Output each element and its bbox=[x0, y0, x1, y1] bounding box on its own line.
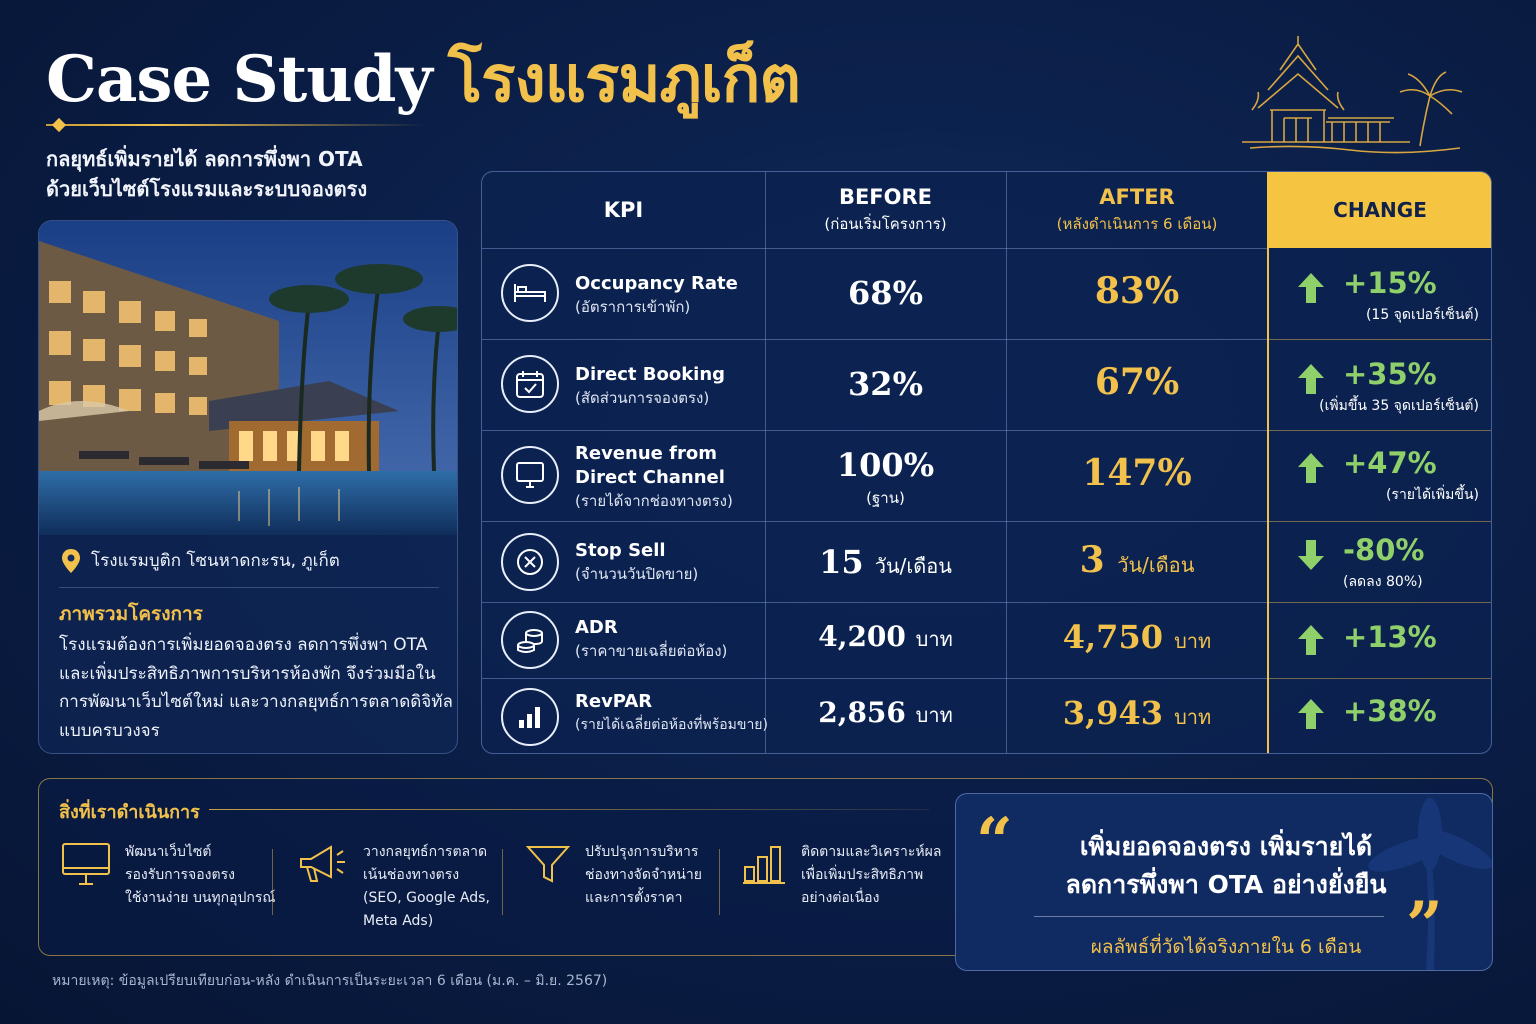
action-text: ปรับปรุงการบริหาร ช่องทางจัดจำหน่าย และการตั้งราคา bbox=[585, 844, 702, 906]
bed-icon bbox=[501, 264, 559, 322]
before-value bbox=[765, 696, 1006, 731]
after-value bbox=[1006, 539, 1268, 581]
header-change: CHANGE bbox=[1267, 172, 1492, 248]
header-after-sub: (หลังดำเนินการ 6 เดือน) bbox=[1056, 214, 1218, 233]
coins-icon bbox=[501, 611, 559, 669]
kpi-name-text: RevPAR bbox=[575, 691, 653, 712]
subtitle bbox=[46, 144, 367, 204]
hotel-location bbox=[61, 547, 340, 574]
kpi-name bbox=[575, 272, 765, 318]
desktop-icon bbox=[61, 841, 111, 887]
page-title bbox=[46, 28, 800, 130]
change-cell bbox=[1269, 602, 1491, 678]
change-cell bbox=[1269, 521, 1491, 602]
before-sub: (ฐาน) bbox=[866, 489, 905, 507]
change-value: +47% bbox=[1343, 446, 1437, 480]
action-item bbox=[525, 841, 702, 910]
after-number: 67% bbox=[1094, 361, 1180, 403]
arrow-up-icon bbox=[1297, 363, 1325, 395]
after-unit: บาท bbox=[1174, 705, 1212, 729]
monitor-icon bbox=[501, 446, 559, 504]
kpi-sub: (รายได้จากช่องทางตรง) bbox=[575, 492, 733, 510]
bar-growth-icon bbox=[741, 841, 787, 887]
title-highlight: โรงแรมภูเก็ต bbox=[447, 42, 800, 117]
change-value: +35% bbox=[1343, 357, 1437, 391]
table-row bbox=[482, 602, 1492, 678]
header-kpi-label: KPI bbox=[603, 198, 644, 222]
kpi-name-text: Occupancy Rate bbox=[575, 273, 738, 294]
megaphone-icon bbox=[297, 841, 349, 887]
subtitle-line-1: กลยุทธ์เพิ่มรายได้ ลดการพึ่งพา OTA bbox=[46, 147, 363, 171]
kpi-name-text: Revenue from Direct Channel bbox=[575, 443, 725, 488]
quote-text bbox=[996, 828, 1456, 904]
divider bbox=[1034, 916, 1384, 917]
before-number: 2,856 bbox=[818, 696, 906, 729]
quote-subtext: ผลลัพธ์ที่วัดได้จริงภายใน 6 เดือน bbox=[1090, 936, 1362, 958]
kpi-name-text: Stop Sell bbox=[575, 540, 666, 561]
separator bbox=[502, 849, 503, 915]
change-cell bbox=[1269, 678, 1491, 754]
hotel-card bbox=[38, 220, 458, 754]
before-number: 100% bbox=[836, 446, 935, 484]
action-text: พัฒนาเว็บไซต์ รองรับการจองตรง ใช้งานง่าย บนทุกอุปกรณ์ bbox=[125, 844, 276, 906]
after-value bbox=[1006, 361, 1268, 403]
quote-line-2: ลดการพึ่งพา OTA อย่างยั่งยืน bbox=[1065, 870, 1387, 899]
table-row bbox=[482, 339, 1492, 430]
kpi-name-text: Direct Booking bbox=[575, 364, 726, 385]
change-sub: (เพิ่มขึ้น 35 จุดเปอร์เซ็นต์) bbox=[1319, 398, 1479, 414]
hotel-photo bbox=[39, 221, 458, 535]
after-value bbox=[1006, 452, 1268, 494]
change-sub: (15 จุดเปอร์เซ็นต์) bbox=[1365, 307, 1479, 323]
after-value bbox=[1006, 694, 1268, 733]
change-value: -80% bbox=[1343, 533, 1425, 567]
kpi-name-text: ADR bbox=[575, 617, 618, 638]
change-value: +13% bbox=[1343, 620, 1437, 654]
arrow-up-icon bbox=[1297, 272, 1325, 304]
before-number: 32% bbox=[848, 365, 923, 403]
before-number: 68% bbox=[848, 274, 923, 312]
quote-line-1: เพิ่มยอดจองตรง เพิ่มรายได้ bbox=[1079, 832, 1373, 861]
divider bbox=[59, 587, 439, 588]
overview-text: โรงแรมต้องการเพิ่มยอดจองตรง ลดการพึ่งพา OTA และเพิ่มประสิทธิภาพการบริหารห้องพัก จึงร่วมมือในการพัฒนาเว็บไซต์ใหม่ และวางกลยุทธ์การตลาดดิจิทัลแบบครบวงจร bbox=[59, 635, 453, 741]
action-item bbox=[61, 841, 275, 910]
change-cell bbox=[1269, 248, 1491, 339]
after-value bbox=[1006, 270, 1268, 312]
action-text: ติดตามและวิเคราะห์ผล เพื่อเพิ่มประสิทธิภาพ อย่างต่อเนื่อง bbox=[801, 844, 942, 906]
title-divider bbox=[46, 124, 426, 126]
thai-temple-logo-icon bbox=[1240, 30, 1470, 160]
kpi-name bbox=[575, 442, 765, 512]
funnel-icon bbox=[525, 841, 571, 887]
close-quote-icon: ” bbox=[1406, 888, 1443, 963]
after-number: 3,943 bbox=[1062, 694, 1163, 732]
after-unit: วัน/เดือน bbox=[1117, 553, 1195, 577]
hotel-location-text: โรงแรมบูติก โซนหาดกะรน, ภูเก็ต bbox=[91, 551, 340, 571]
before-value bbox=[765, 620, 1006, 655]
before-unit: บาท bbox=[915, 627, 953, 651]
action-text: วางกลยุทธ์การตลาด เน้นช่องทางตรง (SEO, Google Ads, Meta Ads) bbox=[363, 844, 490, 929]
header-after bbox=[1006, 172, 1268, 248]
calendar-check-icon bbox=[501, 355, 559, 413]
after-number: 147% bbox=[1082, 452, 1192, 494]
header-before bbox=[765, 172, 1006, 248]
change-sub: (ลดลง 80%) bbox=[1343, 574, 1423, 590]
table-row bbox=[482, 678, 1492, 754]
kpi-sub: (ราคาขายเฉลี่ยต่อห้อง) bbox=[575, 642, 728, 660]
before-value bbox=[765, 365, 1006, 403]
quote-box bbox=[955, 793, 1493, 971]
kpi-sub: (สัดส่วนการจองตรง) bbox=[575, 389, 710, 407]
before-number: 4,200 bbox=[818, 620, 906, 653]
header-kpi bbox=[482, 172, 765, 248]
separator bbox=[272, 849, 273, 915]
kpi-sub: (อัตราการเข้าพัก) bbox=[575, 298, 691, 316]
after-number: 3 bbox=[1079, 539, 1105, 581]
change-value: +15% bbox=[1343, 266, 1437, 300]
header-before-label: BEFORE bbox=[838, 184, 933, 209]
after-value bbox=[1006, 618, 1268, 657]
change-cell bbox=[1269, 430, 1491, 521]
before-number: 15 bbox=[819, 543, 864, 581]
kpi-table bbox=[481, 171, 1492, 754]
x-circle-icon bbox=[501, 533, 559, 591]
header-before-sub: (ก่อนเริ่มโครงการ) bbox=[824, 214, 947, 233]
kpi-sub: (รายได้เฉลี่ยต่อห้องที่พร้อมขาย) bbox=[575, 717, 768, 733]
subtitle-line-2: ด้วยเว็บไซต์โรงแรมและระบบจองตรง bbox=[46, 177, 368, 201]
header-after-label: AFTER bbox=[1099, 184, 1175, 209]
separator bbox=[719, 849, 720, 915]
arrow-up-icon bbox=[1297, 698, 1325, 730]
divider bbox=[209, 809, 929, 810]
arrow-up-icon bbox=[1297, 624, 1325, 656]
table-row bbox=[482, 430, 1492, 521]
before-value bbox=[765, 446, 1006, 510]
bar-chart-icon bbox=[501, 688, 559, 746]
change-value: +38% bbox=[1343, 694, 1437, 728]
title-prefix: Case Study bbox=[46, 42, 432, 117]
open-quote-icon: “ bbox=[976, 804, 1013, 879]
after-unit: บาท bbox=[1174, 629, 1212, 653]
action-item bbox=[741, 841, 941, 910]
table-row bbox=[482, 521, 1492, 602]
before-unit: บาท bbox=[915, 703, 953, 727]
table-row bbox=[482, 248, 1492, 339]
kpi-name bbox=[575, 690, 775, 736]
after-number: 4,750 bbox=[1062, 618, 1163, 656]
kpi-sub: (จำนวนวันปิดขาย) bbox=[575, 565, 699, 583]
action-item bbox=[297, 841, 490, 933]
kpi-name bbox=[575, 539, 765, 585]
kpi-name bbox=[575, 363, 765, 409]
actions-title: สิ่งที่เราดำเนินการ bbox=[59, 802, 200, 823]
kpi-name bbox=[575, 616, 765, 662]
footnote: หมายเหตุ: ข้อมูลเปรียบเทียบก่อน-หลัง ดำเนินการเป็นระยะเวลา 6 เดือน (ม.ค. – มิ.ย. 2567) bbox=[52, 973, 608, 989]
change-cell bbox=[1269, 339, 1491, 430]
arrow-up-icon bbox=[1297, 452, 1325, 484]
location-pin-icon bbox=[61, 548, 81, 574]
overview-title: ภาพรวมโครงการ bbox=[59, 603, 203, 625]
before-value bbox=[765, 274, 1006, 312]
after-number: 83% bbox=[1094, 270, 1180, 312]
before-unit: วัน/เดือน bbox=[874, 554, 952, 578]
arrow-down-icon bbox=[1297, 539, 1325, 571]
before-value bbox=[765, 543, 1006, 582]
change-sub: (รายได้เพิ่มขึ้น) bbox=[1385, 487, 1479, 503]
